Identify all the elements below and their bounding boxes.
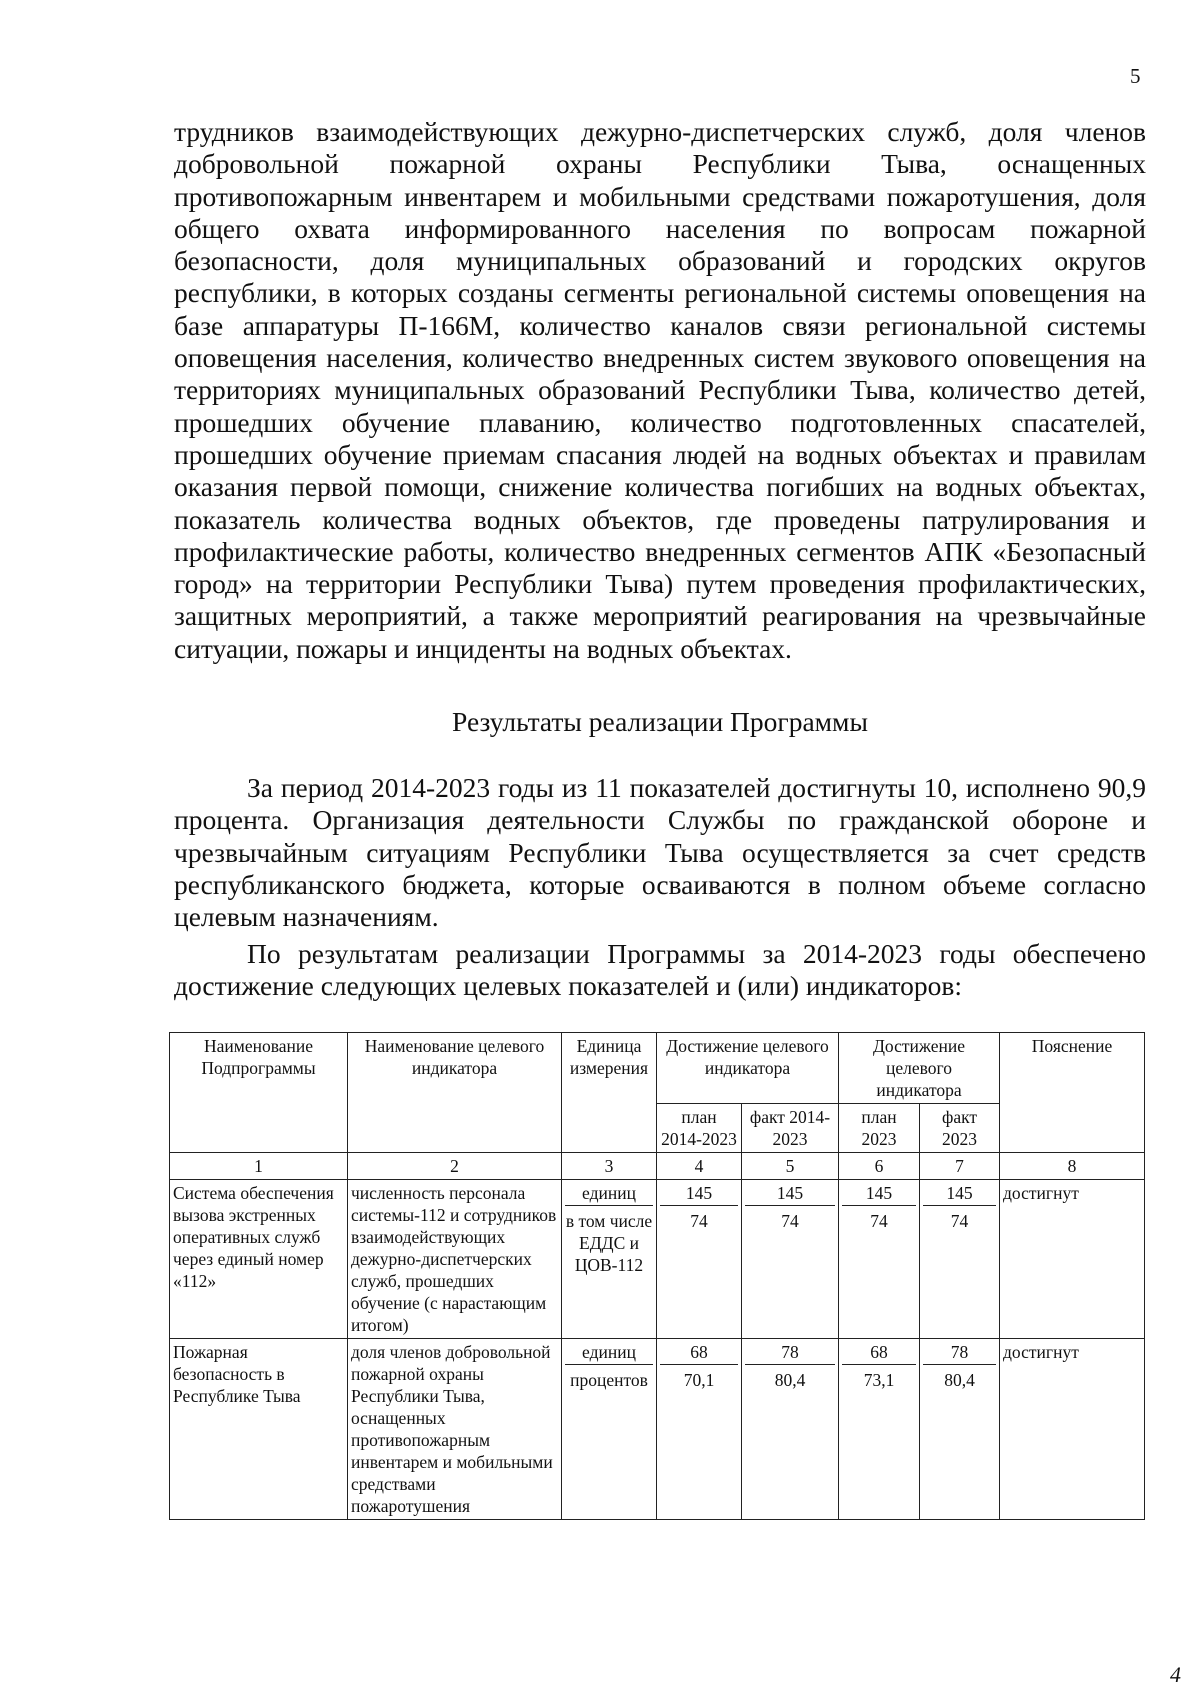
header-fact-year: факт 2023	[920, 1104, 1000, 1153]
value-cell: 74	[690, 1211, 708, 1231]
row-unit-secondary: процентов	[570, 1370, 648, 1390]
table-row	[170, 1339, 1145, 1520]
value-cell: 78	[745, 1341, 835, 1365]
value-cell: 74	[781, 1211, 799, 1231]
row-plan-year	[839, 1180, 920, 1339]
column-number: 8	[1000, 1153, 1145, 1180]
row-note: достигнут	[1000, 1180, 1145, 1339]
paragraph-intro-table: По результатам реализации Программы за 2014-2023 годы обеспечено достижение следующих целевых показателей и (или) индикаторов:	[174, 938, 1146, 1002]
row-fact-total	[742, 1339, 839, 1520]
row-note: достигнут	[1000, 1339, 1145, 1520]
table-row	[170, 1180, 1145, 1339]
paragraph-results: За период 2014-2023 годы из 11 показателей достигнуты 10, исполнено 90,9 процента. Организация деятельности Службы по гражданской обороне и чрезвычайным ситуациям Республики Тыва осуществляется за счет средств республиканского бюджета, которые осваиваются в полном объеме согласно целевым назначениям.	[174, 772, 1146, 933]
row-subprogram: Пожарная безопасность в Республике Тыва	[170, 1339, 348, 1520]
row-plan-total	[657, 1180, 742, 1339]
row-fact-year	[920, 1339, 1000, 1520]
handwritten-corner-mark: 4	[1170, 1662, 1181, 1687]
row-unit-primary: единиц	[565, 1341, 653, 1365]
value-cell: 73,1	[863, 1370, 895, 1390]
value-cell: 74	[870, 1211, 888, 1231]
row-plan-total	[657, 1339, 742, 1520]
row-fact-total	[742, 1180, 839, 1339]
value-cell: 80,4	[944, 1370, 975, 1390]
header-plan-total: план 2014-2023	[657, 1104, 742, 1153]
paragraph-continuation: трудников взаимодействующих дежурно-диспетчерских служб, доля членов добровольной пожарной охраны Республики Тыва, оснащенных противопожарным инвентарем и мобильными средствами пожаротушения, доля общего охвата информированного населения по вопросам пожарной безопасности, доля муниципальных образований и городских округов республики, в которых созданы сегменты региональной системы оповещения на базе аппаратуры П-166М, количество каналов связи региональной системы оповещения населения, количество внедренных систем звукового оповещения на территориях муниципальных образований Республики Тыва, количество детей, прошедших обучение плаванию, количество подготовленных спасателей, прошедших обучение приемам спасания людей на водных объектах и правилам оказания первой помощи, снижение количества погибших на водных объектах, показатель количества водных объектов, где проведены патрулирования и профилактические работы, количество внедренных сегментов АПК «Безопасный город» на территории Республики Тыва) путем проведения профилактических, защитных мероприятий, а также мероприятий реагирования на чрезвычайные ситуации, пожары и инциденты на водных объектах.	[174, 116, 1146, 664]
column-number-row	[170, 1153, 1145, 1180]
indicators-table	[169, 1032, 1145, 1520]
row-indicator: численность персонала системы-112 и сотрудников взаимодействующих дежурно-диспетчерских служб, прошедших обучение (с нарастающим итогом)	[348, 1180, 562, 1339]
value-cell: 145	[842, 1182, 916, 1206]
column-number: 2	[348, 1153, 562, 1180]
section-heading: Результаты реализации Программы	[452, 706, 868, 737]
page-number: 5	[1130, 64, 1141, 88]
value-cell: 74	[950, 1211, 969, 1231]
row-unit	[562, 1180, 657, 1339]
header-indicator: Наименование целевого индикатора	[348, 1033, 562, 1153]
header-achievement-year: Достижение целевого индикатора	[839, 1033, 1000, 1104]
column-number: 6	[839, 1153, 920, 1180]
value-cell: 145	[745, 1182, 835, 1206]
row-unit-primary: единиц	[565, 1182, 653, 1206]
column-number: 3	[562, 1153, 657, 1180]
column-number: 5	[742, 1153, 839, 1180]
value-cell: 68	[842, 1341, 916, 1365]
header-unit: Единица измерения	[562, 1033, 657, 1153]
row-subprogram: Система обеспечения вызова экстренных оперативных служб через единый номер «112»	[170, 1180, 348, 1339]
column-number: 4	[657, 1153, 742, 1180]
value-cell: 145	[923, 1182, 996, 1206]
header-subprogram: Наименование Подпрограммы	[170, 1033, 348, 1153]
row-unit-secondary: в том числе ЕДДС и ЦОВ-112	[565, 1211, 653, 1275]
row-unit	[562, 1339, 657, 1520]
value-cell: 80,4	[774, 1370, 806, 1390]
value-cell: 70,1	[683, 1370, 715, 1390]
header-plan-year: план 2023	[839, 1104, 920, 1153]
column-number: 7	[920, 1153, 1000, 1180]
row-fact-year	[920, 1180, 1000, 1339]
row-indicator: доля членов добровольной пожарной охраны Республики Тыва, оснащенных противопожарным инвентарем и мобильными средствами пожаротушения	[348, 1339, 562, 1520]
header-achievement-total: Достижение целевого индикатора	[657, 1033, 839, 1104]
value-cell: 145	[660, 1182, 738, 1206]
header-fact-total: факт 2014-2023	[742, 1104, 839, 1153]
value-cell: 68	[660, 1341, 738, 1365]
column-number: 1	[170, 1153, 348, 1180]
table-header-row	[170, 1033, 1145, 1104]
value-cell: 78	[923, 1341, 996, 1365]
row-plan-year	[839, 1339, 920, 1520]
header-note: Пояснение	[1000, 1033, 1145, 1153]
